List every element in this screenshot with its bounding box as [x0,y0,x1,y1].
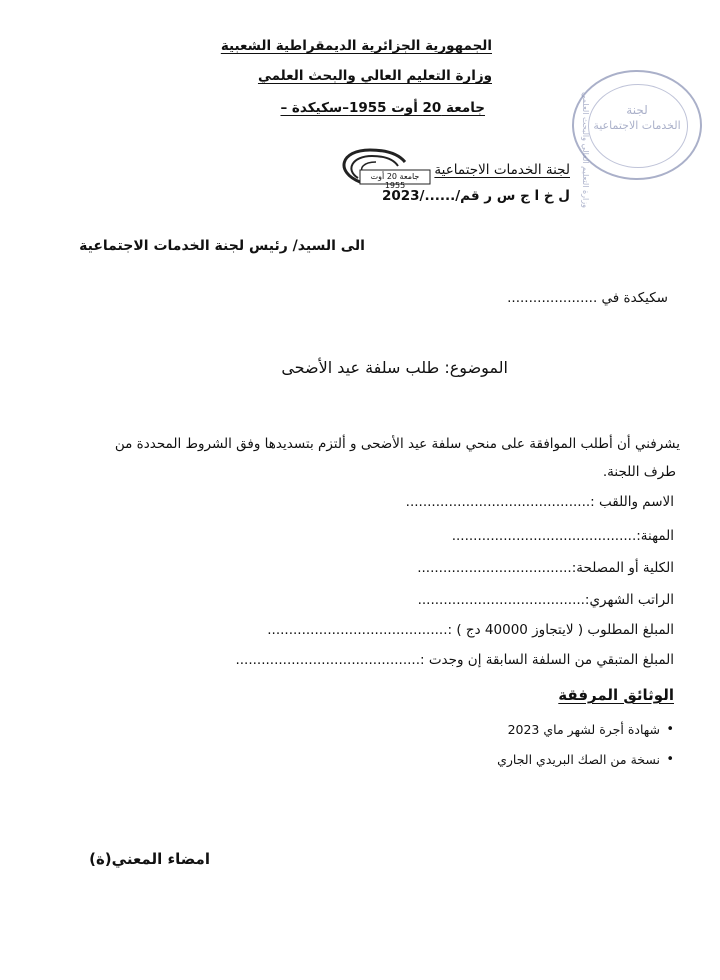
field-faculty: الكلية أو المصلحة:.................................... [417,560,674,576]
signature-label: امضاء المعني(ة) [89,850,210,868]
attachment-item: • شهادة أجرة لشهر ماي 2023 [508,722,660,737]
field-requested-amount: المبلغ المطلوب ( لايتجاوز 40000 دج ) :.......................................... [267,622,674,638]
logo-caption: جامعة 20 أوت 1955 [370,172,420,190]
field-monthly-salary: الراتب الشهري:....................................... [417,592,674,608]
committee-name: لجنة الخدمات الاجتماعية [434,162,570,178]
addressee: الى السيد/ رئيس لجنة الخدمات الاجتماعية [79,238,365,254]
body-line-2: طرف اللجنة. [602,464,676,480]
republic-name: الجمهورية الجزائرية الديمقراطية الشعبية [220,38,492,54]
stamp-text-line2: الخدمات الاجتماعية [593,119,681,132]
field-profession: المهنة:........................................... [451,528,674,544]
field-remaining-amount: المبلغ المتبقي من السلفة السابقة إن وجدت :........................................... [235,652,674,668]
committee-stamp [572,70,702,180]
body-line-1: يشرفني أن أطلب الموافقة على منحي سلفة عيد الأضحى و ألتزم بتسديدها وفق الشروط المحددة من [114,436,680,452]
attachment-item: • نسخة من الصك البريدي الجاري [497,752,660,767]
stamp-text-line1: لجنة [626,103,648,117]
university-logo [330,142,440,192]
field-full-name: الاسم واللقب :........................................... [405,494,674,510]
place-date: سكيكدة في ..................... [507,290,668,306]
university-name: جامعة 20 أوت 1955–سكيكدة – [280,100,485,116]
subject: الموضوع: طلب سلفة عيد الأضحى [281,358,508,377]
reference-number: ل خ ا ج س ر قم/....../2023 [381,188,570,204]
stamp-ring-text: وزارة التعليم العالي والبحث العلمي [581,92,590,208]
attachments-title: الوثائق المرفقة [558,686,674,704]
ministry-name: وزارة التعليم العالي والبحث العلمي [257,68,492,84]
